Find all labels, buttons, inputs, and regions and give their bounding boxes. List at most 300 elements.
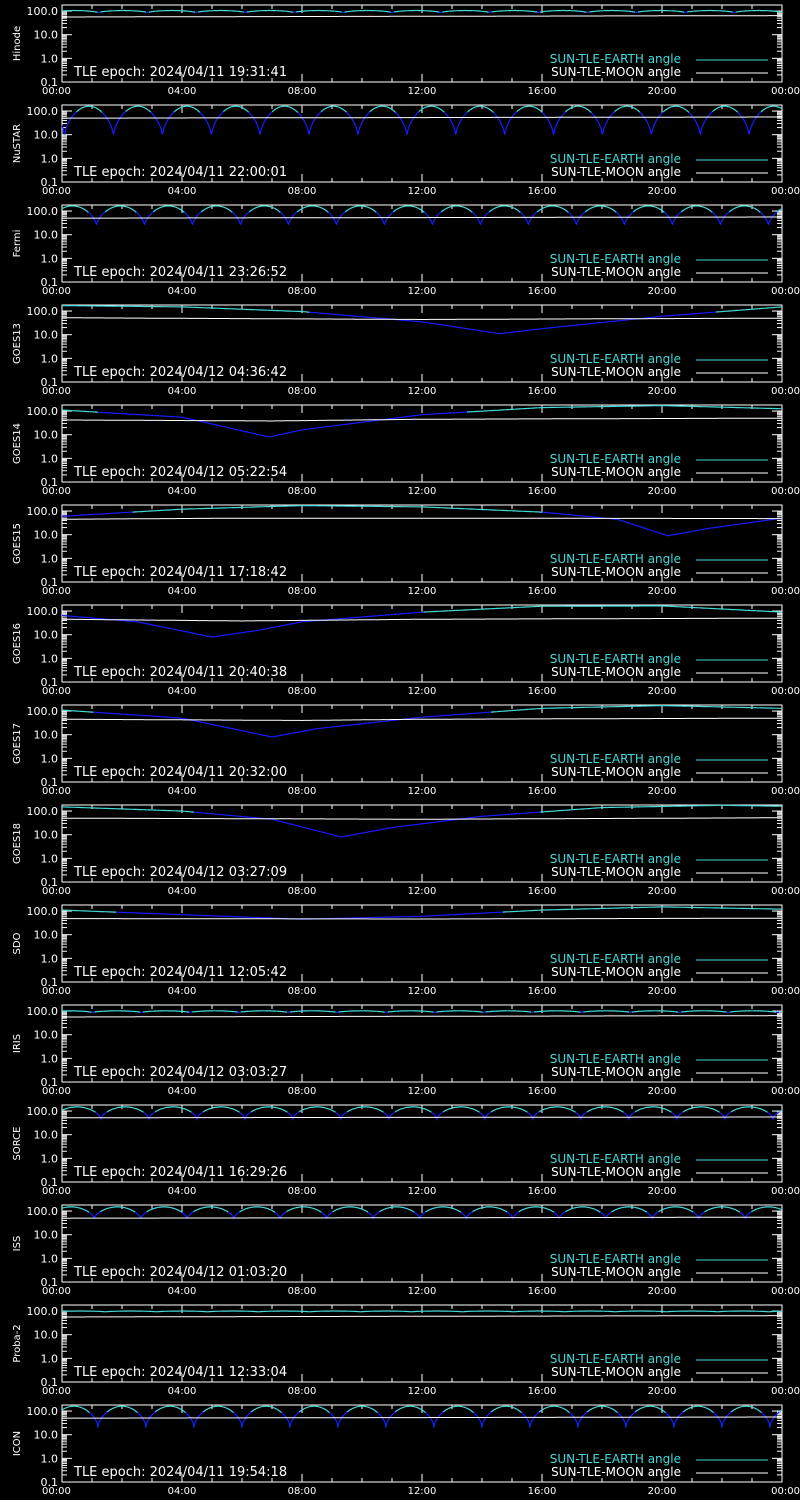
x-tick-label: 08:00	[287, 386, 317, 397]
y-tick-label: 10.0	[33, 828, 58, 842]
series-sun-earth-segment	[658, 1207, 693, 1212]
panel-sorce	[12, 1105, 800, 1197]
series-sun-earth-segment	[330, 1412, 347, 1428]
x-tick-label: 16:00	[527, 486, 557, 497]
y-tick-label: 10.0	[33, 1428, 58, 1442]
series-sun-earth-segment	[542, 512, 782, 536]
legend-label-moon: SUN-TLE-MOON angle	[551, 1165, 681, 1179]
series-sun-earth-segment	[589, 11, 635, 13]
x-tick-label: 04:00	[167, 1486, 197, 1497]
series-sun-earth-segment	[472, 212, 489, 224]
y-tick-label: 100.0	[26, 305, 58, 319]
x-tick-label: 04:00	[167, 86, 197, 97]
satellite-label: GOES18	[12, 822, 23, 865]
series-sun-earth-segment	[534, 1011, 580, 1012]
tle-epoch-value: 2024/04/11 12:05:42	[149, 965, 288, 980]
legend-label-moon: SUN-TLE-MOON angle	[551, 365, 681, 379]
series-sun-earth-segment	[192, 1011, 238, 1012]
x-tick-label: 20:00	[647, 1086, 677, 1097]
tle-epoch	[73, 965, 287, 980]
x-tick-label: 00:00	[771, 586, 800, 597]
series-sun-earth-segment	[776, 1012, 779, 1013]
x-tick-label: 08:00	[287, 286, 317, 297]
y-tick-label: 1.0	[40, 1452, 58, 1466]
series-sun-earth-segment	[135, 1212, 146, 1218]
x-tick-label: 04:00	[167, 1386, 197, 1397]
series-sun-earth-segment	[249, 206, 280, 213]
series-sun-earth-segment	[310, 312, 717, 334]
series-sun-earth-segment	[94, 1011, 140, 1012]
panel-goes14	[12, 405, 800, 497]
y-tick-label: 0.1	[40, 676, 58, 689]
y-tick-label: 1.0	[40, 752, 58, 766]
x-tick-label: 00:00	[771, 786, 800, 797]
x-tick-label: 12:00	[407, 1286, 437, 1297]
x-tick-label: 00:00	[42, 486, 71, 497]
series-sun-earth-segment	[618, 1412, 635, 1428]
series-sun-earth-segment	[503, 907, 782, 912]
series-sun-earth-segment	[107, 1107, 144, 1112]
series-sun-earth-segment	[539, 1107, 576, 1112]
series-sun-earth-segment	[90, 1412, 107, 1428]
series-sun-earth-segment	[394, 11, 440, 13]
satellite-label: IRIS	[12, 1033, 23, 1054]
legend-label-earth: SUN-TLE-EARTH angle	[549, 52, 681, 66]
series-sun-earth-segment	[672, 1112, 683, 1119]
tle-epoch-prefix: TLE epoch:	[74, 1065, 150, 1080]
y-tick-label: 100.0	[26, 705, 58, 719]
tle-epoch-value: 2024/04/11 20:32:00	[149, 765, 288, 780]
series-sun-earth-segment	[228, 1212, 239, 1218]
tle-epoch	[73, 1165, 287, 1180]
tle-epoch-prefix: TLE epoch:	[74, 1365, 150, 1380]
series-sun-earth-segment	[443, 1406, 474, 1412]
x-tick-label: 00:00	[771, 886, 800, 897]
series-sun-earth-segment	[663, 106, 689, 112]
y-tick-label: 10.0	[33, 128, 58, 142]
y-tick-label: 0.1	[40, 376, 58, 389]
x-tick-label: 00:00	[42, 1486, 71, 1497]
y-tick-label: 100.0	[26, 5, 58, 19]
x-tick-label: 00:00	[42, 986, 71, 997]
series-sun-earth-segment	[94, 712, 492, 737]
series-sun-earth-segment	[201, 206, 232, 213]
series-sun-earth-segment	[299, 1107, 336, 1112]
series-sun-earth-segment	[760, 212, 777, 224]
series-sun-earth-segment	[174, 106, 200, 112]
panel-proba-2	[12, 1305, 800, 1397]
legend-label-moon: SUN-TLE-MOON angle	[551, 965, 681, 979]
x-tick-label: 16:00	[527, 1386, 557, 1397]
series-sun-earth-segment	[689, 112, 712, 135]
x-tick-label: 20:00	[647, 186, 677, 197]
y-tick-label: 0.1	[40, 1076, 58, 1089]
series-sun-earth-segment	[138, 1412, 155, 1428]
series-sun-moon	[62, 1316, 782, 1317]
panel-icon	[12, 1405, 800, 1497]
legend-label-moon: SUN-TLE-MOON angle	[551, 865, 681, 879]
series-sun-earth-segment	[520, 212, 537, 224]
x-tick-label: 00:00	[42, 1386, 71, 1397]
x-tick-label: 12:00	[407, 1386, 437, 1397]
satellite-label: GOES15	[12, 522, 23, 565]
series-sun-earth-segment	[195, 12, 198, 13]
y-tick-label: 10.0	[33, 528, 58, 542]
series-sun-earth-segment	[345, 206, 376, 213]
tle-epoch-prefix: TLE epoch:	[74, 365, 150, 380]
x-tick-label: 16:00	[527, 1186, 557, 1197]
series-sun-earth-segment	[712, 212, 729, 224]
legend-label-earth: SUN-TLE-EARTH angle	[549, 552, 681, 566]
satellite-label: GOES17	[12, 722, 23, 765]
satellite-label: GOES14	[12, 422, 23, 465]
legend-label-moon: SUN-TLE-MOON angle	[551, 65, 681, 79]
series-sun-earth-segment	[105, 206, 136, 213]
series-sun-earth-segment	[426, 1412, 443, 1428]
y-tick-label: 0.1	[40, 276, 58, 289]
series-sun-earth-segment	[321, 1212, 332, 1218]
x-tick-label: 12:00	[407, 486, 437, 497]
y-tick-label: 1.0	[40, 452, 58, 466]
x-tick-label: 00:00	[771, 286, 800, 297]
legend-label-earth: SUN-TLE-EARTH angle	[549, 1452, 681, 1466]
x-tick-label: 16:00	[527, 686, 557, 697]
x-tick-label: 20:00	[647, 586, 677, 597]
y-tick-label: 1.0	[40, 1352, 58, 1366]
x-tick-label: 08:00	[287, 886, 317, 897]
series-sun-earth-segment	[570, 1412, 587, 1428]
series-sun-earth-segment	[287, 1012, 290, 1013]
series-sun-earth-segment	[149, 11, 195, 13]
tle-epoch-value: 2024/04/12 04:36:42	[149, 365, 288, 380]
x-tick-label: 04:00	[167, 186, 197, 197]
satellite-label: Proba-2	[12, 1324, 23, 1363]
series-sun-earth-segment	[720, 1112, 731, 1119]
series-sun-earth-segment	[272, 106, 298, 112]
x-tick-label: 20:00	[647, 1286, 677, 1297]
series-sun-earth-segment	[586, 12, 589, 13]
series-sun-earth-segment	[624, 1112, 635, 1119]
series-sun-earth-segment	[635, 1107, 672, 1112]
tle-epoch-prefix: TLE epoch:	[74, 865, 150, 880]
x-tick-label: 00:00	[771, 1486, 800, 1497]
y-tick-label: 0.1	[40, 876, 58, 889]
tle-epoch-prefix: TLE epoch:	[74, 65, 150, 80]
tle-epoch-value: 2024/04/12 03:03:27	[149, 1065, 288, 1080]
tle-epoch-prefix: TLE epoch:	[74, 965, 150, 980]
satellite-label: Hinode	[12, 25, 23, 62]
y-tick-label: 0.1	[40, 976, 58, 989]
series-sun-earth-segment	[736, 11, 782, 13]
tle-epoch	[73, 1365, 287, 1380]
tle-epoch	[73, 1265, 287, 1280]
series-sun-earth-segment	[133, 506, 543, 512]
series-sun-earth-segment	[62, 1311, 782, 1312]
series-sun-earth-segment	[203, 1107, 240, 1112]
x-tick-label: 12:00	[407, 386, 437, 397]
legend-label-earth: SUN-TLE-EARTH angle	[549, 352, 681, 366]
x-tick-label: 04:00	[167, 686, 197, 697]
y-tick-label: 1.0	[40, 652, 58, 666]
series-sun-earth-segment	[290, 1011, 336, 1012]
series-sun-earth	[62, 1311, 782, 1312]
series-sun-earth-segment	[155, 1406, 186, 1412]
series-sun-moon	[62, 1417, 782, 1418]
series-sun-earth-segment	[299, 1406, 330, 1412]
panel-goes18	[12, 805, 800, 897]
y-tick-label: 100.0	[26, 505, 58, 519]
tle-epoch-value: 2024/04/11 12:33:04	[149, 1365, 288, 1380]
panel-iris	[12, 1005, 800, 1097]
series-sun-earth-segment	[192, 1112, 203, 1119]
tle-epoch	[73, 265, 287, 280]
tle-epoch-value: 2024/04/12 01:03:20	[149, 1265, 288, 1280]
x-tick-label: 16:00	[527, 186, 557, 197]
series-sun-earth-segment	[491, 706, 782, 713]
series-sun-earth-segment	[379, 1207, 414, 1212]
x-tick-label: 20:00	[647, 1186, 677, 1197]
tle-epoch	[73, 1065, 287, 1080]
x-tick-label: 16:00	[527, 886, 557, 897]
series-sun-moon	[62, 1217, 782, 1218]
y-tick-label: 10.0	[33, 928, 58, 942]
tle-epoch-prefix: TLE epoch:	[74, 1165, 150, 1180]
x-tick-label: 12:00	[407, 986, 437, 997]
legend-label-earth: SUN-TLE-EARTH angle	[549, 152, 681, 166]
x-tick-label: 12:00	[407, 86, 437, 97]
y-tick-label: 100.0	[26, 205, 58, 219]
x-tick-label: 04:00	[167, 1086, 197, 1097]
series-sun-earth-segment	[249, 112, 272, 135]
series-sun-earth-segment	[336, 1112, 347, 1119]
x-tick-label: 00:00	[771, 1386, 800, 1397]
tle-epoch-value: 2024/04/11 22:00:01	[149, 165, 288, 180]
y-tick-label: 1.0	[40, 1052, 58, 1066]
series-sun-earth-segment	[441, 206, 472, 213]
series-sun-earth-segment	[443, 1107, 480, 1112]
series-sun-earth-segment	[424, 606, 783, 612]
tle-epoch	[73, 565, 287, 580]
series-sun-earth-segment	[251, 1107, 288, 1112]
series-sun-earth-segment	[102, 112, 125, 135]
x-tick-label: 16:00	[527, 786, 557, 797]
y-tick-label: 0.1	[40, 476, 58, 489]
series-sun-earth-segment	[155, 1107, 192, 1112]
series-sun-earth-segment	[730, 1011, 776, 1012]
series-sun-earth-segment	[714, 1412, 731, 1428]
y-tick-label: 0.1	[40, 776, 58, 789]
series-sun-moon	[62, 1016, 782, 1017]
x-tick-label: 08:00	[287, 1086, 317, 1097]
series-sun-earth-segment	[539, 1406, 570, 1412]
series-sun-earth-segment	[467, 406, 782, 412]
y-tick-label: 10.0	[33, 1328, 58, 1342]
tle-epoch	[73, 465, 287, 480]
tle-epoch	[73, 365, 287, 380]
y-tick-label: 10.0	[33, 1128, 58, 1142]
series-sun-earth-segment	[345, 11, 391, 13]
x-tick-label: 16:00	[527, 86, 557, 97]
tle-epoch-prefix: TLE epoch:	[74, 165, 150, 180]
series-sun-earth-segment	[616, 212, 633, 224]
tle-epoch-prefix: TLE epoch:	[74, 265, 150, 280]
y-tick-label: 1.0	[40, 1252, 58, 1266]
series-sun-earth-segment	[444, 112, 467, 135]
series-sun-earth-segment	[347, 1107, 384, 1112]
series-sun-earth-segment	[186, 1412, 203, 1428]
tle-epoch	[73, 165, 287, 180]
x-tick-label: 04:00	[167, 386, 197, 397]
x-tick-label: 12:00	[407, 886, 437, 897]
series-sun-earth-segment	[632, 1011, 678, 1012]
y-tick-label: 0.1	[40, 1176, 58, 1189]
series-sun-earth-segment	[729, 206, 760, 213]
series-sun-moon	[62, 518, 782, 519]
x-tick-label: 12:00	[407, 786, 437, 797]
tle-epoch	[73, 765, 287, 780]
x-tick-label: 00:00	[42, 786, 71, 797]
legend-label-moon: SUN-TLE-MOON angle	[551, 1065, 681, 1079]
y-tick-label: 1.0	[40, 952, 58, 966]
x-tick-label: 08:00	[287, 86, 317, 97]
series-sun-earth-segment	[200, 112, 223, 135]
panel-goes16	[12, 605, 800, 697]
series-sun-moon	[62, 217, 782, 218]
series-sun-earth-segment	[583, 1011, 629, 1012]
series-sun-earth-segment	[385, 1012, 388, 1013]
x-tick-label: 00:00	[42, 386, 71, 397]
x-tick-label: 20:00	[647, 1486, 677, 1497]
x-tick-label: 12:00	[407, 1086, 437, 1097]
x-tick-label: 20:00	[647, 1386, 677, 1397]
x-tick-label: 20:00	[647, 686, 677, 697]
x-tick-label: 20:00	[647, 286, 677, 297]
series-sun-earth-segment	[198, 11, 244, 13]
legend-label-moon: SUN-TLE-MOON angle	[551, 765, 681, 779]
series-sun-earth-segment	[762, 1412, 779, 1428]
series-sun-earth-segment	[395, 1406, 426, 1412]
series-sun-earth-segment	[731, 1406, 762, 1412]
x-tick-label: 00:00	[771, 486, 800, 497]
x-tick-label: 20:00	[647, 86, 677, 97]
series-sun-earth-segment	[282, 1412, 299, 1428]
series-sun-earth-segment	[565, 106, 591, 112]
series-sun-earth-segment	[91, 1012, 94, 1013]
series-sun-earth-segment	[275, 1212, 286, 1219]
legend-label-earth: SUN-TLE-EARTH angle	[549, 1352, 681, 1366]
panel-goes13	[12, 305, 800, 397]
legend-label-moon: SUN-TLE-MOON angle	[551, 465, 681, 479]
y-tick-label: 1.0	[40, 552, 58, 566]
y-tick-label: 100.0	[26, 1405, 58, 1419]
series-sun-earth-segment	[640, 112, 663, 135]
series-sun-earth-segment	[436, 1011, 482, 1012]
y-tick-label: 0.1	[40, 176, 58, 189]
series-sun-earth-segment	[251, 1406, 282, 1412]
series-sun-earth-segment	[580, 1012, 583, 1013]
series-sun-earth-segment	[426, 1207, 461, 1212]
series-sun-earth-segment	[321, 106, 346, 112]
series-sun-earth-segment	[151, 112, 174, 135]
series-sun-earth-segment	[193, 1207, 228, 1212]
series-sun-earth-segment	[189, 1012, 192, 1013]
series-sun-moon	[62, 818, 782, 819]
x-tick-label: 00:00	[42, 686, 71, 697]
series-sun-earth-segment	[393, 206, 424, 213]
series-sun-earth-segment	[565, 1207, 600, 1212]
x-tick-label: 00:00	[42, 1086, 71, 1097]
series-sun-earth-segment	[468, 106, 494, 112]
tle-epoch	[73, 865, 287, 880]
x-tick-label: 04:00	[167, 286, 197, 297]
series-sun-earth-segment	[541, 805, 783, 812]
satellite-label: Fermi	[12, 229, 23, 258]
x-tick-label: 08:00	[287, 686, 317, 697]
tle-epoch-prefix: TLE epoch:	[74, 565, 150, 580]
series-sun-moon	[62, 418, 782, 421]
series-sun-earth-segment	[522, 1412, 539, 1428]
series-sun-earth-segment	[223, 106, 248, 112]
series-sun-earth-segment	[240, 1207, 275, 1212]
panel-goes15	[12, 505, 800, 597]
series-sun-earth-segment	[491, 1406, 522, 1412]
y-tick-label: 10.0	[33, 28, 58, 42]
x-tick-label: 04:00	[167, 586, 197, 597]
series-sun-earth-segment	[62, 612, 424, 637]
series-sun-earth-segment	[432, 1112, 443, 1119]
series-sun-moon	[62, 918, 782, 919]
series-sun-earth-segment	[100, 1207, 135, 1212]
satellite-label: NuSTAR	[12, 123, 23, 164]
series-sun-moon	[62, 618, 782, 621]
x-tick-label: 00:00	[42, 86, 71, 97]
panel-nustar	[12, 105, 800, 197]
x-tick-label: 00:00	[771, 1086, 800, 1097]
y-tick-label: 100.0	[26, 1105, 58, 1119]
series-sun-earth-segment	[76, 106, 102, 112]
series-sun-moon	[62, 1117, 782, 1118]
series-sun-earth-segment	[62, 807, 194, 812]
y-tick-label: 1.0	[40, 52, 58, 66]
y-tick-label: 100.0	[26, 1005, 58, 1019]
x-tick-label: 08:00	[287, 1286, 317, 1297]
series-sun-earth-segment	[153, 206, 184, 213]
x-tick-label: 00:00	[771, 186, 800, 197]
x-tick-label: 00:00	[42, 286, 71, 297]
legend-label-moon: SUN-TLE-MOON angle	[551, 1265, 681, 1279]
y-tick-label: 10.0	[33, 628, 58, 642]
satellite-label: ISS	[12, 1235, 23, 1252]
x-tick-label: 04:00	[167, 786, 197, 797]
tle-epoch	[73, 65, 287, 80]
series-sun-earth-segment	[678, 1012, 681, 1013]
series-sun-earth-segment	[493, 112, 516, 135]
series-sun-earth-segment	[472, 1207, 507, 1212]
series-sun-earth-segment	[591, 112, 614, 135]
x-tick-label: 00:00	[42, 1286, 71, 1297]
x-tick-label: 12:00	[407, 286, 437, 297]
series-sun-earth-segment	[517, 106, 542, 112]
y-tick-label: 100.0	[26, 405, 58, 419]
series-sun-earth-segment	[568, 212, 585, 224]
series-sun-earth-segment	[585, 206, 616, 213]
legend-label-moon: SUN-TLE-MOON angle	[551, 265, 681, 279]
y-tick-label: 100.0	[26, 105, 58, 119]
tle-epoch-value: 2024/04/12 05:22:54	[149, 465, 288, 480]
x-tick-label: 04:00	[167, 1186, 197, 1197]
tle-epoch-prefix: TLE epoch:	[74, 1265, 150, 1280]
tle-epoch-prefix: TLE epoch:	[74, 465, 150, 480]
